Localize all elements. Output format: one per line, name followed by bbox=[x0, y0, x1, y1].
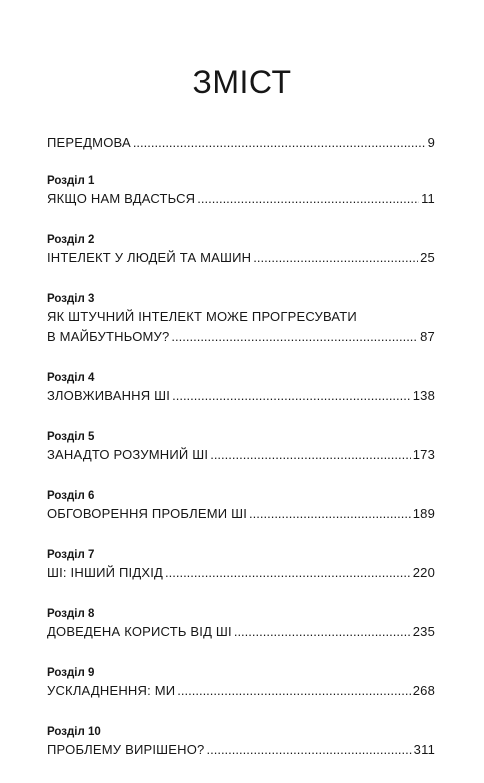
toc-entry bbox=[47, 370, 435, 406]
toc-entry bbox=[47, 547, 435, 583]
page-number: 9 bbox=[427, 135, 435, 150]
chapter-title: ЗЛОВЖИВАННЯ ШІ bbox=[47, 388, 171, 403]
toc-line bbox=[47, 307, 435, 327]
toc-entry bbox=[47, 291, 435, 347]
chapter-label: Розділ 5 bbox=[47, 431, 95, 443]
page-number: 268 bbox=[412, 683, 435, 698]
toc-line bbox=[47, 445, 435, 465]
page-number: 189 bbox=[412, 506, 435, 521]
toc-entry bbox=[47, 724, 435, 760]
chapter-label: Розділ 4 bbox=[47, 372, 95, 384]
toc-line bbox=[47, 189, 435, 209]
chapter-title: ОБГОВОРЕННЯ ПРОБЛЕМИ ШІ bbox=[47, 506, 248, 521]
toc-entry bbox=[47, 488, 435, 524]
dot-leader bbox=[210, 445, 411, 465]
dot-leader bbox=[197, 189, 419, 209]
dot-leader bbox=[249, 504, 411, 524]
toc-line bbox=[47, 248, 435, 268]
toc-entry bbox=[47, 173, 435, 209]
chapter-title: УСКЛАДНЕННЯ: МИ bbox=[47, 683, 176, 698]
chapter-title: ІНТЕЛЕКТ У ЛЮДЕЙ ТА МАШИН bbox=[47, 250, 252, 265]
toc-entry bbox=[47, 665, 435, 701]
dot-leader bbox=[165, 563, 411, 583]
chapter-label: Розділ 10 bbox=[47, 726, 101, 738]
toc-entry bbox=[47, 606, 435, 642]
chapter-label: Розділ 8 bbox=[47, 608, 95, 620]
toc-line bbox=[47, 133, 435, 153]
chapter-title: ЯК ШТУЧНИЙ ІНТЕЛЕКТ МОЖЕ ПРОГРЕСУВАТИ bbox=[47, 309, 357, 324]
page-number: 87 bbox=[420, 329, 435, 344]
chapter-label: Розділ 7 bbox=[47, 549, 95, 561]
chapter-label: Розділ 9 bbox=[47, 667, 95, 679]
page-number: 173 bbox=[412, 447, 435, 462]
page-number: 25 bbox=[420, 250, 435, 265]
chapter-label: Розділ 6 bbox=[47, 490, 95, 502]
toc-entry bbox=[47, 232, 435, 268]
toc-line bbox=[47, 740, 435, 760]
dot-leader bbox=[177, 681, 410, 701]
page-number: 138 bbox=[412, 388, 435, 403]
dot-leader bbox=[234, 622, 411, 642]
toc-line bbox=[47, 504, 435, 524]
chapter-title: ЗАНАДТО РОЗУМНИЙ ШІ bbox=[47, 447, 209, 462]
dot-leader bbox=[253, 248, 418, 268]
chapter-title: ПРОБЛЕМУ ВИРІШЕНО? bbox=[47, 742, 205, 757]
chapter-label: Розділ 3 bbox=[47, 293, 95, 305]
chapter-title: В МАЙБУТНЬОМУ? bbox=[47, 329, 170, 344]
toc-line bbox=[47, 386, 435, 406]
page-number: 11 bbox=[421, 191, 435, 206]
toc-line bbox=[47, 622, 435, 642]
chapter-title: ДОВЕДЕНА КОРИСТЬ ВІД ШІ bbox=[47, 624, 232, 639]
page-number: 235 bbox=[412, 624, 435, 639]
dot-leader bbox=[171, 327, 418, 347]
dot-leader bbox=[133, 133, 426, 153]
chapter-title: ЯКЩО НАМ ВДАСТЬСЯ bbox=[47, 191, 196, 206]
chapter-title: ПЕРЕДМОВА bbox=[47, 135, 131, 150]
table-of-contents bbox=[47, 133, 435, 783]
chapter-label: Розділ 2 bbox=[47, 234, 95, 246]
toc-line bbox=[47, 563, 435, 583]
toc-line bbox=[47, 327, 435, 347]
page-number: 311 bbox=[413, 742, 435, 757]
page-title: ЗМІСТ bbox=[192, 64, 292, 101]
dot-leader bbox=[172, 386, 411, 406]
toc-entry bbox=[47, 429, 435, 465]
chapter-title: ШІ: ІНШИЙ ПІДХІД bbox=[47, 565, 164, 580]
dot-leader bbox=[207, 740, 412, 760]
page-number: 220 bbox=[412, 565, 435, 580]
toc-entry bbox=[47, 133, 435, 153]
chapter-label: Розділ 1 bbox=[47, 175, 95, 187]
toc-line bbox=[47, 681, 435, 701]
